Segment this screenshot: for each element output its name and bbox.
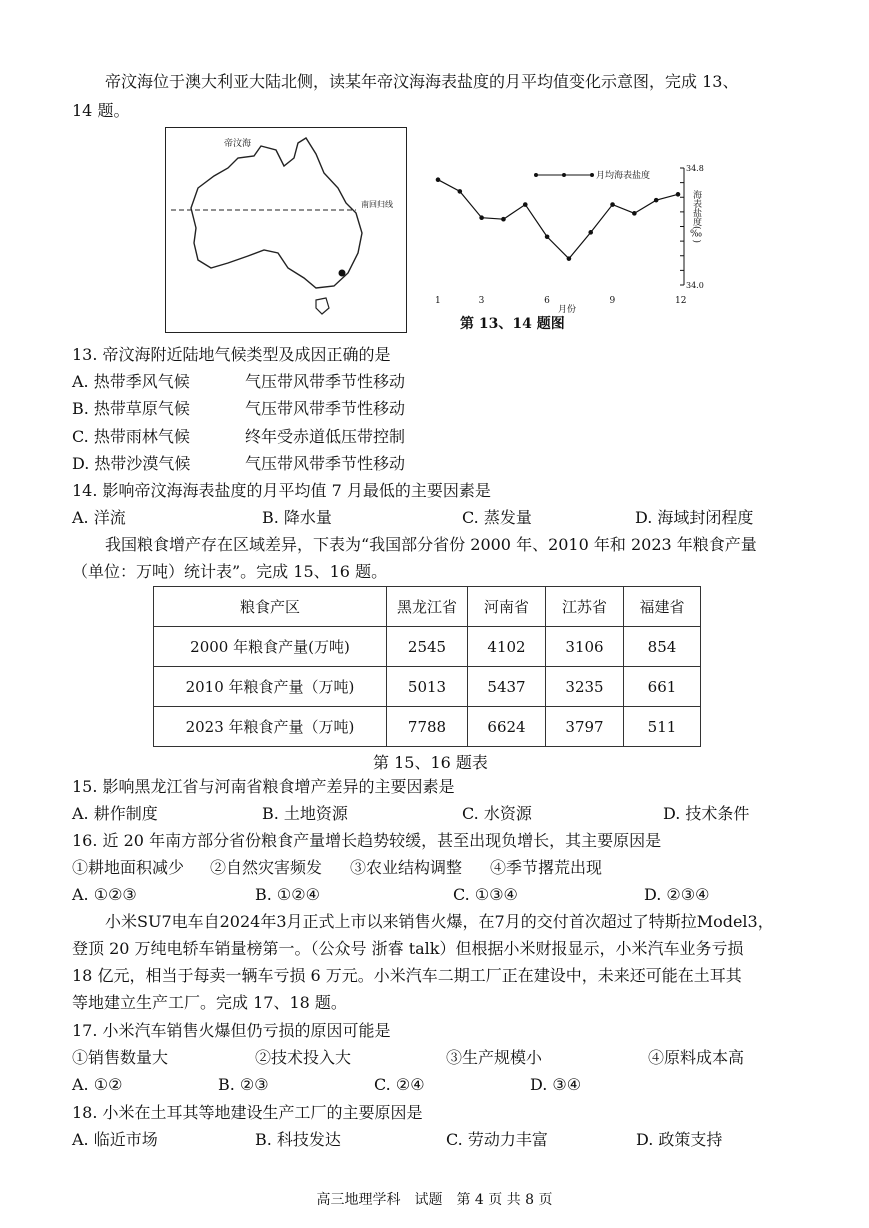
table-caption: 第 15、16 题表 [373,753,488,772]
q18-option-c: C. 劳动力丰富 [446,1130,548,1149]
map-sea-label: 帝汶海 [224,139,252,149]
tasmania-outline [316,298,329,314]
chart-point [588,230,593,235]
q16-item-2: ②自然灾害频发 [210,858,323,877]
table-cell: 3106 [546,627,624,667]
table-cell: 661 [624,667,701,707]
q13-option-c-text: 终年受赤道低压带控制 [245,427,406,446]
table-cell: 2545 [387,627,468,667]
chart-xtick-label: 9 [609,296,616,306]
q16-option-c: C. ①③④ [453,885,518,904]
chart-point [501,217,506,222]
australia-outline [191,138,362,288]
table-header-row [154,587,701,627]
table-cell: 2023 年粮食产量（万吨) [154,707,387,747]
q17-option-b: B. ②③ [218,1075,269,1094]
q15-option-d: D. 技术条件 [663,804,750,823]
table-cell: 2000 年粮食产量(万吨) [154,627,387,667]
q17-stem: 17. 小米汽车销售火爆但仍亏损的原因可能是 [72,1021,391,1040]
q13-option-b-text: 气压带风带季节性移动 [245,399,406,418]
table-cell: 854 [624,627,701,667]
chart-legend-label: 月均海表盐度 [596,171,651,181]
table-header-cell: 黑龙江省 [387,587,468,627]
chart-point [523,202,528,207]
q16-option-d: D. ②③④ [644,885,710,904]
chart-legend-dot [590,173,594,177]
table-cell: 3797 [546,707,624,747]
q17-item-2: ②技术投入大 [255,1048,352,1067]
intro-13-14-line2: 14 题。 [72,101,130,120]
salinity-chart [420,150,720,315]
site-dot [339,270,346,277]
page-footer: 高三地理学科 试题 第 4 页 共 8 页 [316,1192,553,1208]
q18-option-d: D. 政策支持 [636,1130,723,1149]
q15-option-a: A. 耕作制度 [72,804,158,823]
chart-point [654,198,659,203]
q17-option-a: A. ①② [72,1075,123,1094]
chart-point [545,234,550,239]
chart-ytick-label: 34.0 [686,281,704,290]
q17-item-4: ④原料成本高 [648,1048,745,1067]
intro-17-18-line2: 登顶 20 万纯电轿车销量榜第一。（公众号 浙睿 talk）但根据小米财报显示，小米汽车业务亏损 [72,939,744,958]
chart-y-axis [680,168,684,285]
q13-option-a-label: A. 热带季风气候 [72,372,190,391]
q18-stem: 18. 小米在土耳其等地建设生产工厂的主要原因是 [72,1103,423,1122]
q18-option-a: A. 临近市场 [72,1130,158,1149]
q13-option-c-label: C. 热带雨林气候 [72,427,190,446]
chart-legend-dot [534,173,538,177]
chart-series-line [438,180,678,259]
q16-option-b: B. ①②④ [255,885,320,904]
q16-stem: 16. 近 20 年南方部分省份粮食产量增长趋势较缓，甚至出现负增长，其主要原因是 [72,831,662,850]
q17-item-3: ③生产规模小 [446,1048,543,1067]
q13-stem: 13. 帝汶海附近陆地气候类型及成因正确的是 [72,345,391,364]
chart-point [610,202,615,207]
table-row [154,707,701,747]
table-cell: 5013 [387,667,468,707]
table-row [154,667,701,707]
table-header-cell: 福建省 [624,587,701,627]
table-cell: 7788 [387,707,468,747]
table-cell: 3235 [546,667,624,707]
q16-item-3: ③农业结构调整 [350,858,463,877]
grain-output-table [153,586,701,747]
chart-ytick-label: 34.8 [686,164,704,173]
q18-option-b: B. 科技发达 [255,1130,341,1149]
q17-option-c: C. ②④ [374,1075,425,1094]
q15-stem: 15. 影响黑龙江省与河南省粮食增产差异的主要因素是 [72,777,455,796]
q15-option-c: C. 水资源 [462,804,532,823]
chart-legend-dot [562,173,566,177]
table-cell: 5437 [468,667,546,707]
intro-17-18-line4: 等地建立生产工厂。完成 17、18 题。 [72,993,347,1012]
intro-15-16-line2: （单位：万吨）统计表”。完成 15、16 题。 [72,562,388,581]
table-row [154,627,701,667]
intro-13-14-line1: 帝汶海位于澳大利亚大陆北侧，读某年帝汶海海表盐度的月平均值变化示意图，完成 13、 [105,72,739,91]
table-header-cell: 河南省 [468,587,546,627]
chart-point [436,177,441,182]
table-header-cell: 江苏省 [546,587,624,627]
table-header-cell: 粮食产区 [154,587,387,627]
chart-xtick-label: 3 [478,296,485,306]
q14-option-a: A. 洋流 [72,508,126,527]
q14-option-d: D. 海域封闭程度 [635,508,754,527]
chart-xtick-label: 1 [435,296,441,306]
intro-17-18-line1: 小米SU7电车自2024年3月正式上市以来销售火爆，在7月的交付首次超过了特斯拉Model3， [105,912,774,931]
chart-point [479,215,484,220]
q13-option-d-label: D. 热带沙漠气候 [72,454,191,473]
q16-item-1: ①耕地面积减少 [72,858,185,877]
q14-option-b: B. 降水量 [262,508,332,527]
chart-series [436,177,681,261]
chart-point [632,211,637,216]
chart-xtick-label: 12 [675,296,687,306]
intro-15-16-line1: 我国粮食增产存在区域差异，下表为“我国部分省份 2000 年、2010 年和 2023 年粮食产量 [105,535,757,554]
chart-ylabel: 海表盐度(‰) [691,190,701,244]
chart-ticks [435,164,704,306]
q14-stem: 14. 影响帝汶海海表盐度的月平均值 7 月最低的主要因素是 [72,481,491,500]
q14-option-c: C. 蒸发量 [462,508,532,527]
q17-option-d: D. ③④ [530,1075,582,1094]
q17-item-1: ①销售数量大 [72,1048,169,1067]
table-cell: 2010 年粮食产量（万吨) [154,667,387,707]
chart-point [567,256,572,261]
map-tropic-label: 南回归线 [361,200,393,209]
table-cell: 511 [624,707,701,747]
q16-option-a: A. ①②③ [72,885,137,904]
intro-17-18-line3: 18 亿元，相当于每卖一辆车亏损 6 万元。小米汽车二期工厂正在建设中，未来还可能在土耳其 [72,966,742,985]
q16-item-4: ④季节撂荒出现 [490,858,603,877]
q13-option-d-text: 气压带风带季节性移动 [245,454,406,473]
chart-point [676,192,681,197]
chart-xtick-label: 6 [544,296,550,306]
table-cell: 6624 [468,707,546,747]
figure-caption: 第 13、14 题图 [460,316,565,332]
chart-xlabel: 月份 [558,305,577,315]
table-cell: 4102 [468,627,546,667]
q15-option-b: B. 土地资源 [262,804,348,823]
chart-point [458,189,463,194]
australia-map [165,127,407,333]
q13-option-b-label: B. 热带草原气候 [72,399,190,418]
q13-option-a-text: 气压带风带季节性移动 [245,372,406,391]
